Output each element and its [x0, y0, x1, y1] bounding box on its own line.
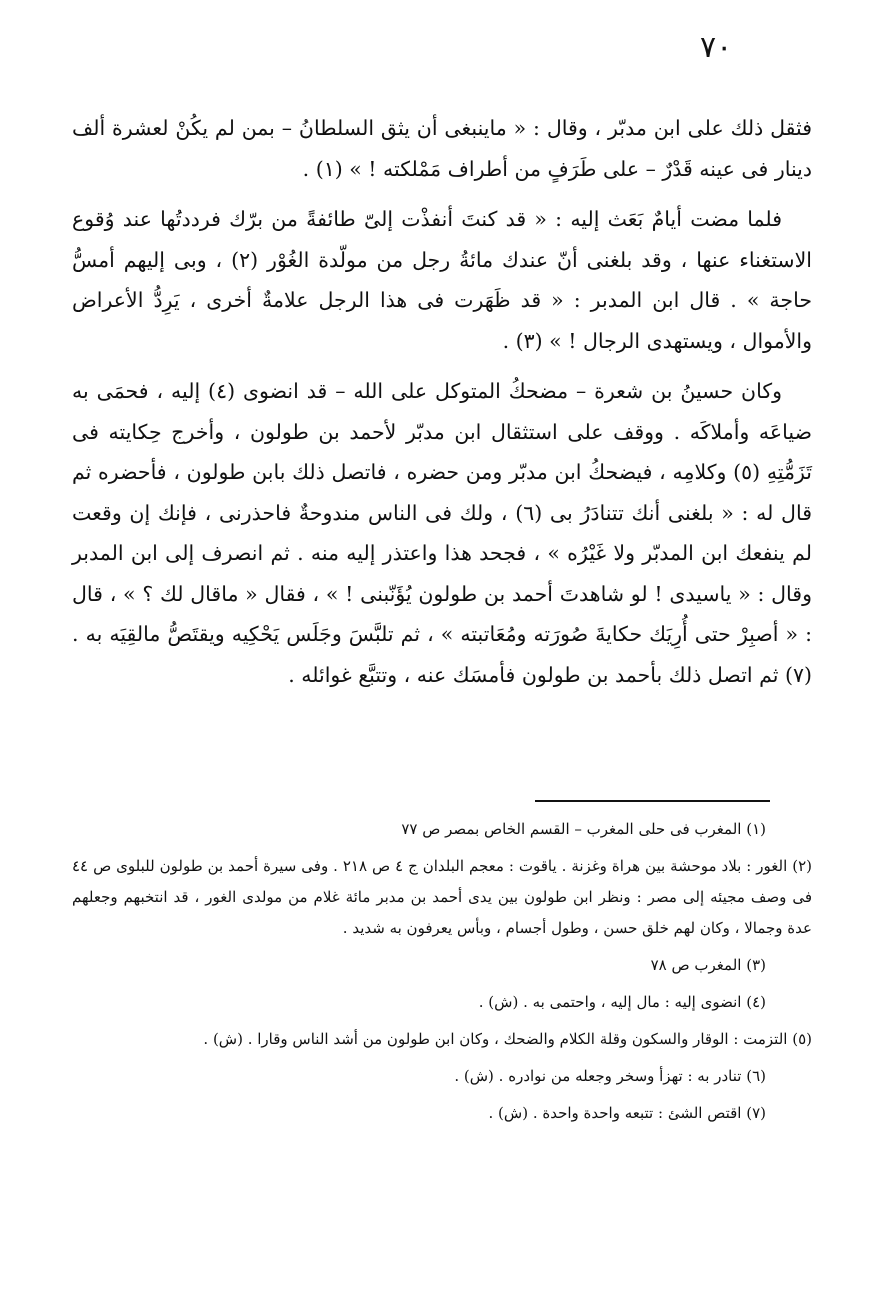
footnote-separator	[535, 800, 770, 802]
footnotes	[72, 814, 812, 1135]
main-text	[72, 108, 812, 705]
footnote-5: (٥) التزمت : الوقار والسكون وقلة الكلام والضحك ، وكان ابن طولون من أشد الناس وقارا . (ش) .	[203, 1030, 812, 1048]
paragraph-3: وكان حسينُ بن شعرة – مضحكُ المتوكل على الله – قد انضوى (٤) إليه ، فحمَى به ضياعَه وأملاكَه . ووقف على استثقال ابن مدبّر لأحمد بن طولون ، وأخرج حِكايته فى تَزَمُّتِهِ (٥) وكلامِه ، فيضحكُ ابن مدبّر ومن حضره ، فاتصل ذلك بابن طولون ، فأحضره ثم قال له : « بلغنى أنك تتنادَرُ بى (٦) ، ولك فى الناس مندوحةٌ فاحذرنى ، فإنك إن وقعت لم ينفعك ابن المدبّر ولا غَيْرُه » ، فجحد هذا واعتذر إليه منه . ثم انصرف إلى ابن المدبر وقال : « ياسيدى ! لو شاهدتَ أحمد بن طولون يُؤَنّبنى ! » ، فقال « ماقال لك ؟ » ، قال : « أصبِرْ حتى أُرِيَك حكايةَ صُورَته ومُعَاتبته » ، ثم تلبَّسَ وجَلَس يَحْكِيه ويقتَصُّ مالقِيَه به . (٧) ثم اتصل ذلك بأحمد بن طولون فأمسَك عنه ، وتتبَّع غوائله .	[72, 379, 812, 687]
footnote-6: (٦) تنادر به : تهزأ وسخر وجعله من نوادره . (ش) .	[454, 1067, 766, 1085]
paragraph-2: فلما مضت أيامٌ بَعَث إليه : « قد كنتَ أنفذْت إلىّ طائفةً من برّك فرددتُها عند وُقوع الاستغناء عنها ، وقد بلغنى أنّ عندك مائةُ رجل من مولّدة الغُوْر (٢) ، وبى إليهم أمسُّ حاجة » . قال ابن المدبر : « قد ظَهَرت فى هذا الرجل علامةٌ أخرى ، يَرِدُّ الأعراض والأموال ، ويستهدى الرجال ! » (٣) .	[72, 207, 812, 353]
footnote-3: (٣) المغرب ص ٧٨	[650, 956, 766, 974]
footnote-2: (٢) الغور : بلاد موحشة بين هراة وغزنة . ياقوت : معجم البلدان ج ٤ ص ٢١٨ . وفى سيرة أحمد بن طولون للبلوى ص ٤٤ فى وصف مجيئه إلى مصر : ونظر ابن طولون بين يدى أحمد بن مدبر مائة غلام من مولدى الغور ، قد انتخبهم وجعلهم عدة وجمالا ، وكان لهم خلق حسن ، وطول أجسام ، وبأس يعرفون به شديد .	[72, 857, 812, 937]
footnote-7: (٧) اقتص الشئ : تتبعه واحدة واحدة . (ش) .	[488, 1104, 766, 1122]
footnote-1: (١) المغرب فى حلى المغرب – القسم الخاص بمصر ص ٧٧	[401, 820, 766, 838]
page-number: ٧٠	[700, 30, 733, 65]
paragraph-1: فثقل ذلك على ابن مدبّر ، وقال : « ماينبغى أن يثق السلطانُ – بمن لم يكُنْ لعشرة ألف دينار فى عينه قَدْرٌ – على طَرَفٍ من أطراف مَمْلكته ! » (١) .	[72, 116, 812, 181]
footnote-4: (٤) انضوى إليه : مال إليه ، واحتمى به . (ش) .	[478, 993, 766, 1011]
